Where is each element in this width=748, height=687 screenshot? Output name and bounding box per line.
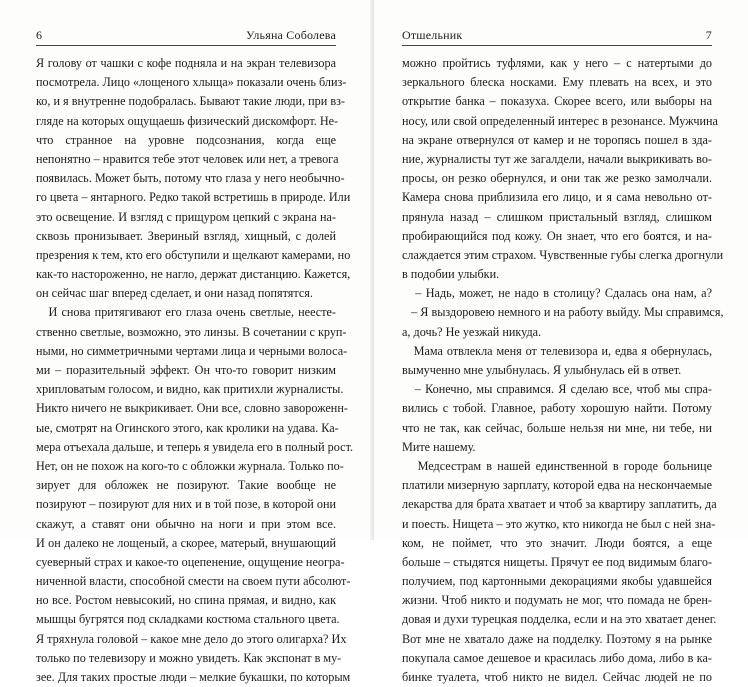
right-running-head [402, 27, 712, 43]
text-line: появилась. Может быть, потому что глаза у него необычно- [36, 171, 345, 186]
text-line: Никто ничего не выкрикивает. Они все, словно завороженн- [36, 401, 348, 416]
text-line: посмотрела. Лицо «лощеного хлыща» показали очень близ- [36, 75, 347, 90]
left-page [0, 0, 374, 684]
text-line: жизни. Чтоб никто и подумать не мог, что помада не брен- [402, 593, 712, 608]
text-line: презрения к тем, кто его обступили и щелкают камерами, но [36, 247, 351, 262]
text-line: просы, он резко обернулся, и они так же резко замолчали. [402, 171, 712, 186]
text-line: И он далеко не лощеный, а скорее, матерый, внушающий [36, 535, 336, 550]
text-line: ственно светлые, возможно, это линзы. В сочетании с круп- [36, 324, 347, 339]
text-line: открытие банка – показуха. Скорее всего, или выборы на [402, 94, 712, 109]
text-line: покупала самое дешевое и красилась либо дома, либо в ка- [402, 650, 712, 665]
text-line: И снова притягивают его глаза очень светлые, неесте- [36, 305, 336, 320]
left-running-head [36, 27, 336, 43]
text-line: ые, смотрят на Огинского этого, как кролики на удава. Ка- [36, 420, 339, 435]
text-line: непонятно – нравится тебе этот человек или нет, а тревога [36, 151, 339, 166]
right-body-text [402, 54, 724, 687]
text-line: зее. Для таких простые люди – мелкие букашки, по которым [36, 670, 351, 684]
text-line: только по телевизору и можно увидеть. Как экспонат в му- [36, 650, 342, 665]
text-line: лекарства для брата хватает и чтоб за квартиру заплатить, да [402, 497, 717, 512]
text-line: – Я выздоровею немного и на работу выйду. Мы справимся, [402, 305, 724, 320]
text-line: ниченной власти, способной смести на своем пути абсолют- [36, 574, 351, 589]
text-line: хрипловатым голосом, и видно, как притихли журналисты. [36, 382, 344, 397]
left-body-text [36, 54, 354, 687]
text-line: и поесть. Нищета – это жутко, кто никогда не был с ней зна- [402, 516, 716, 531]
text-line: Мама отвлекла меня от телевизора и, едва я обернулась, [402, 343, 712, 358]
text-line: зирует для обложек не позируют. Такие вообще не [36, 478, 336, 493]
left-running-title: Ульяна Соболева [246, 28, 336, 42]
text-line: сквозь пронизывает. Звериный взгляд, хищный, с долей [36, 228, 336, 243]
text-line: Мите нашему. [402, 439, 476, 454]
right-page [374, 0, 748, 684]
text-line: скажут, а ставят они обычно на ноги и при этом все. [36, 516, 336, 531]
text-line: в подобии улыбки. [402, 267, 500, 282]
text-line: он сейчас шаг вперед сделает, и они назад попятятся. [36, 286, 313, 301]
text-line: вымученно мне улыбнулась. Я улыбнулась ей в ответ. [402, 363, 682, 377]
text-line: позируют – позируют для них и в той позе, в которой они [36, 497, 336, 512]
text-line: но все. Ростом невысокий, но спина прямая, и видно, как [36, 593, 336, 608]
text-line: платили мизерную зарплату, которой едва на нескончаемые [402, 478, 712, 493]
text-line: прянула назад – слишком пристальный взгляд, слишком [402, 209, 712, 224]
text-line: можно пройтись туфлями, как у него – с натертыми до [402, 56, 712, 70]
text-line: Камера снова приблизила его лицо, и я сама невольно от- [402, 190, 712, 205]
text-line: больше – стыдятся нищеты. Прячут ее под видимым благо- [402, 554, 712, 569]
text-line: а, дочь? Не уезжай никуда. [402, 324, 542, 339]
text-line: – Конечно, мы справимся. Я сделаю все, чтоб мы спра- [402, 382, 712, 397]
text-line: вились с тобой. Главное, работу хорошую найти. Потому [402, 401, 712, 416]
left-page-number: 6 [36, 28, 43, 42]
text-line: мышцы бугрятся под складками костюма стального цвета. [36, 612, 340, 627]
text-line: Я тряхнула головой – какое мне дело до этого олигарха? Их [36, 631, 347, 646]
text-line: ко, и я внутренне подобралась. Бывают такие люди, при вз- [36, 94, 345, 109]
text-line: гляде на которых ощущаешь физический дискомфорт. Не- [36, 113, 339, 128]
text-line: суеверный страх и какое-то оцепенение, ощущение неогра- [36, 554, 345, 569]
text-line: пробирающийся под кожу. Он знает, что его боятся, и на- [402, 228, 712, 243]
text-line: как-то настороженно, не нагло, держат дистанцию. Кажется, [36, 267, 351, 282]
text-line: зеркального блеска носками. Ему плевать на всех, и это [402, 75, 712, 90]
text-line: – Надь, может, не надо в столицу? Сдалась она нам, а? [402, 286, 712, 301]
text-line: слаждается этим страхом. Чувственные губы слегка дрогнули [402, 247, 724, 262]
text-line: довая и духи турецкая подделка, если и на это хватает денег. [402, 612, 717, 627]
text-line: ком, не поймет, что это значит. Люди боятся, а еще [402, 535, 712, 550]
text-line: го цвета – янтарного. Редко такой встретишь в природе. Или [36, 190, 351, 205]
right-header-rule [402, 45, 712, 46]
text-line: Я голову от чашки с кофе подняла и на экран телевизора [36, 56, 336, 70]
text-line: мера отъехала дальше, и теперь я увидела его в полный рост. [36, 439, 354, 454]
text-line: Нет, он не похож на кого-то с обложки журнала. Только по- [36, 458, 344, 473]
left-header-rule [36, 45, 336, 46]
text-line: что не так, как сейчас, больше нельзя ни мне, ни тебе, ни [402, 420, 712, 435]
text-line: ми – поразительный эффект. Он что-то говорит низким [36, 363, 336, 377]
text-line: ние, журналисты тут же загалдели, начали выкрикивать во- [402, 151, 712, 166]
text-line: ными, но симметричными чертами лица и черными волоса- [36, 343, 348, 358]
text-line: получием, под картонными декорациями якобы удавшейся [402, 574, 712, 589]
text-line: Медсестрам в нашей единственной в городе больнице [402, 458, 712, 473]
text-line: носу, или свой определенный интерес в резонансе. Мужчина [402, 113, 718, 128]
right-running-title: Отшельник [402, 28, 463, 42]
text-line: бинке туалета, чтоб никто не видел. Сейчас людей не по [402, 670, 712, 684]
text-line: что странное на уровне подсознания, когда еще [36, 132, 336, 147]
right-page-number: 7 [705, 28, 712, 42]
text-line: Вот мне не хватало даже на подделку. Поэтому я на рынке [402, 631, 712, 646]
text-line: на экране отвернулся от камер и не торопясь пошел в зда- [402, 132, 712, 147]
text-line: это освещение. И взгляд с прищуром цепкий с экрана на- [36, 209, 336, 224]
